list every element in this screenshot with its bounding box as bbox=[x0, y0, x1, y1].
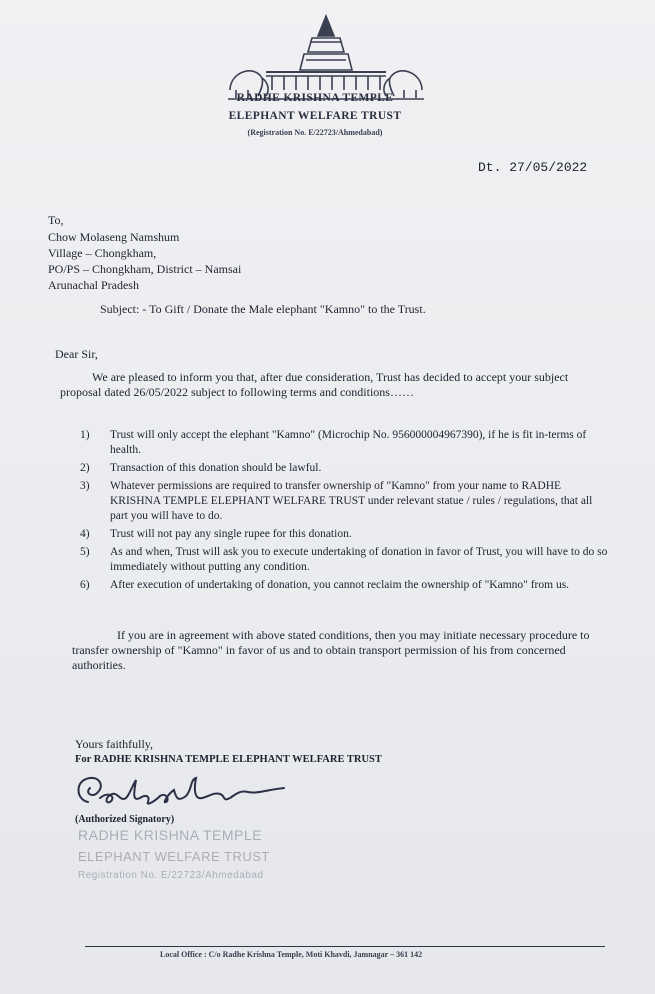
conditions-list bbox=[80, 428, 610, 596]
salutation: Dear Sir, bbox=[55, 347, 98, 361]
footer-address: Local Office : C/o Radhe Krishna Temple, Moti Khavdi, Jamnagar – 361 142 bbox=[160, 950, 423, 959]
stamp-line1: RADHE KRISHNA TEMPLE bbox=[78, 827, 263, 843]
org-name-line1: RADHE KRISHNA TEMPLE bbox=[236, 92, 394, 104]
condition-item: 1) Trust will only accept the elephant "Kamno" (Microchip No. 956000004967390), if he is fit in-terms of health. bbox=[80, 429, 587, 456]
footer-divider bbox=[85, 946, 605, 947]
condition-item: 6) After execution of undertaking of donation, you cannot reclaim the ownership of "Kamno" from us. bbox=[80, 579, 570, 591]
recipient-po-ps: PO/PS – Chongkham, District – Namsai bbox=[48, 262, 242, 276]
authorized-signatory: (Authorized Signatory) bbox=[75, 814, 175, 825]
closing-paragraph: If you are in agreement with above stated conditions, then you may initiate necessary procedure to transfer ownership of "Kamno" in favor of us and to obtain transport permission of his from concerned authorities. bbox=[72, 628, 590, 672]
letter-date: Dt. 27/05/2022 bbox=[478, 160, 588, 175]
registration-number: (Registration No. E/22723/Ahmedabad) bbox=[247, 128, 383, 137]
recipient-to: To, bbox=[48, 213, 64, 227]
stamp-line2: ELEPHANT WELFARE TRUST bbox=[78, 849, 270, 864]
temple-elephant-logo bbox=[226, 12, 426, 102]
recipient-state: Arunachal Pradesh bbox=[48, 278, 139, 292]
condition-item: 5) As and when, Trust will ask you to execute undertaking of donation in favor of Trust, you will have to do so immediately without putting any condition. bbox=[80, 546, 608, 573]
recipient-name: Chow Molaseng Namshum bbox=[48, 230, 180, 244]
condition-item: 2) Transaction of this donation should be lawful. bbox=[80, 462, 322, 474]
letter-subject: Subject: - To Gift / Donate the Male elephant "Kamno" to the Trust. bbox=[100, 302, 426, 316]
handwritten-signature bbox=[70, 772, 300, 817]
yours-faithfully: Yours faithfully, bbox=[75, 737, 154, 751]
condition-item: 3) Whatever permissions are required to transfer ownership of "Kamno" from your name to RADHE KRISHNA TEMPLE ELEPHANT WELFARE TRUST under relevant statue / rules / regulations, that all part you will have to do. bbox=[80, 480, 593, 522]
condition-item: 4) Trust will not pay any single rupee for this donation. bbox=[80, 528, 352, 540]
intro-paragraph: We are pleased to inform you that, after due consideration, Trust has decided to accept your subject proposal dated 26/05/2022 subject to following terms and conditions…… bbox=[60, 370, 569, 399]
org-name-line2: ELEPHANT WELFARE TRUST bbox=[228, 110, 402, 122]
recipient-village: Village – Chongkham, bbox=[48, 246, 157, 260]
signoff-org: For RADHE KRISHNA TEMPLE ELEPHANT WELFARE TRUST bbox=[75, 754, 382, 765]
stamp-line3: Registration No. E/22723/Ahmedabad bbox=[78, 870, 264, 881]
